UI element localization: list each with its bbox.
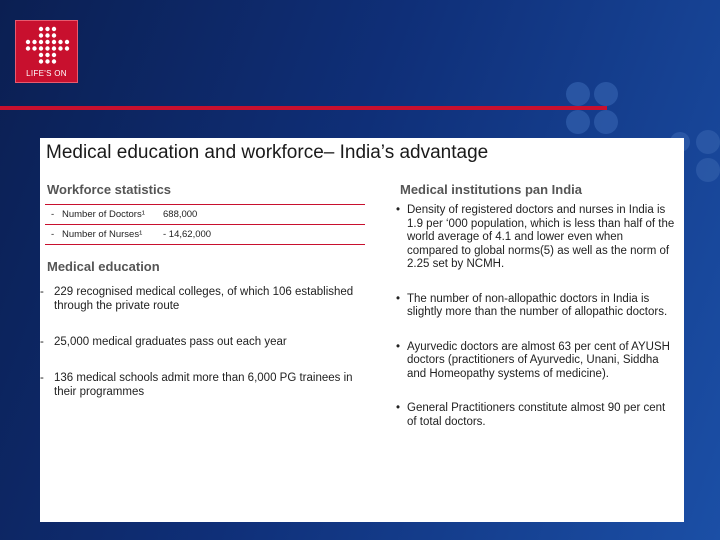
- list-item-text: 136 medical schools admit more than 6,000 PG trainees in their programmes: [54, 372, 353, 398]
- list-item-text: 229 recognised medical colleges, of which 106 established through the private route: [54, 286, 354, 312]
- brand-logo: [15, 20, 78, 83]
- list-item: [40, 371, 370, 399]
- list-bullet: •: [396, 292, 401, 305]
- list-item-text: 25,000 medical graduates pass out each year: [54, 336, 287, 348]
- list-item-text: General Practitioners constitute almost 90 per cent of total doctors.: [407, 402, 666, 428]
- table-row: [45, 205, 365, 224]
- list-bullet: •: [396, 402, 401, 414]
- row-label: Number of Doctors¹: [62, 209, 145, 220]
- cross-dots-icon: [16, 21, 79, 71]
- table-row: [45, 224, 365, 244]
- accent-divider: [0, 106, 607, 110]
- list-item: [396, 293, 676, 320]
- slide-title: Medical education and workforce– India’s advantage: [46, 142, 489, 163]
- row-value: 688,000: [163, 209, 198, 220]
- list-bullet: -: [40, 372, 44, 384]
- row-bullet: -: [51, 209, 55, 220]
- slide-content: [40, 138, 684, 522]
- list-item-text: Ayurvedic doctors are almost 63 per cent of AYUSH doctors (practitioners of Ayurvedic, Unani, Siddha and Homeopathy systems of medicine).: [407, 340, 670, 380]
- row-bullet: -: [51, 229, 55, 240]
- list-item: [396, 341, 676, 382]
- institutions-heading: Medical institutions pan India: [400, 182, 583, 197]
- list-item-text: Density of registered doctors and nurses in India is 1.9 per ‘000 population, which is less than half of the world average of 4.1 and lower even when compared to global norms(5) as well as the norm of 2.25 set by NCMH.: [407, 204, 675, 270]
- education-list: [40, 285, 370, 421]
- logo-text: LIFE'S ON: [26, 69, 67, 78]
- list-item: [396, 402, 676, 429]
- list-bullet: -: [40, 336, 44, 348]
- list-item: [40, 335, 370, 349]
- list-item: [396, 204, 676, 272]
- workforce-table: [45, 204, 365, 245]
- row-value: - 14,62,000: [163, 229, 212, 240]
- row-label: Number of Nurses¹: [62, 229, 143, 240]
- list-item-text: The number of non-allopathic doctors in India is slightly more than the number of allopathic doctors.: [407, 292, 668, 318]
- institutions-list: [396, 204, 676, 450]
- workforce-heading: Workforce statistics: [47, 182, 172, 197]
- list-bullet: •: [396, 204, 401, 216]
- list-bullet: •: [396, 340, 401, 353]
- list-bullet: -: [40, 286, 44, 298]
- list-item: [40, 285, 370, 313]
- education-heading: Medical education: [47, 259, 160, 274]
